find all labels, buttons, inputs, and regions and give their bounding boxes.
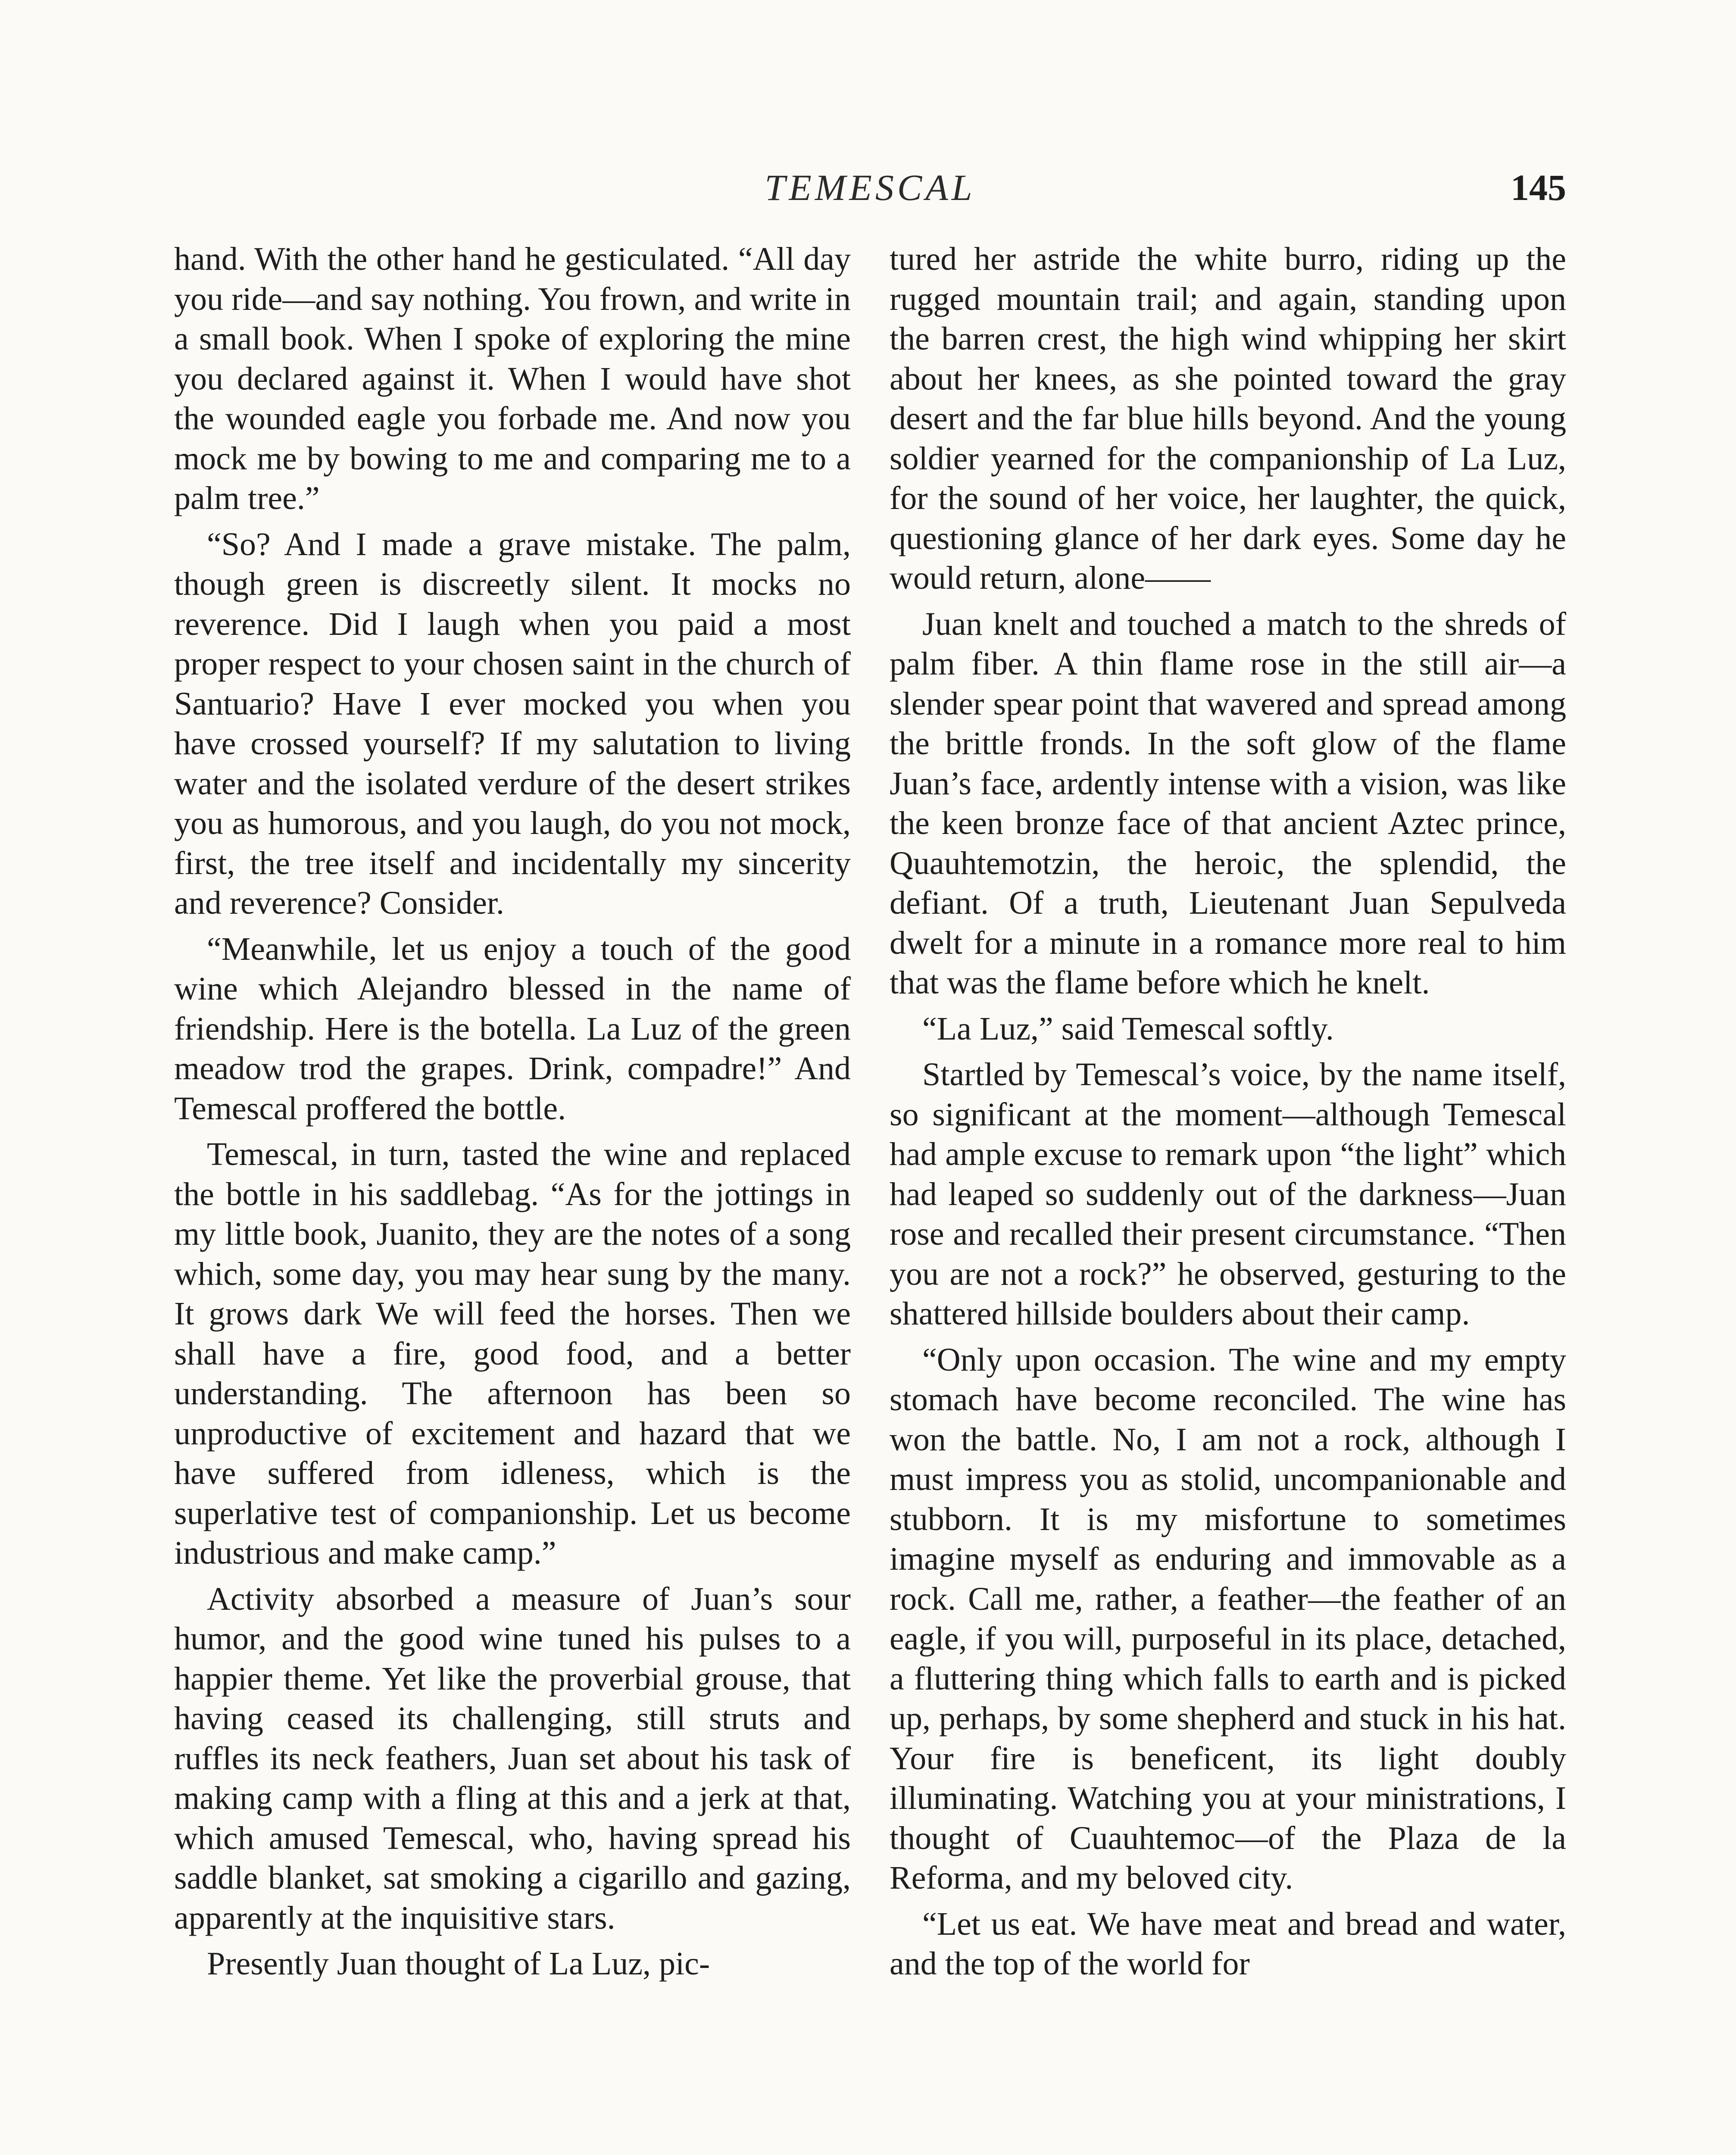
paragraph: “La Luz,” said Temescal softly.	[922, 1010, 1334, 1047]
paragraph: “Let us eat. We have meat and bread and water, and the top of the world for	[890, 1905, 1566, 1982]
paragraph: “So? And I made a grave mistake. The palm, though green is discreetly silent. It mocks no reverence. Did I laugh when you paid a most proper respect to your chosen saint in the church of Santuario? Have I ever mocked you when you have crossed yourself? If my salutation to living water and the isolated verdure of the desert strikes you as humorous, and you laugh, do you not mock, first, the tree itself and incidentally my sincerity and reverence? Consider.	[174, 526, 851, 921]
running-title: TEMESCAL	[765, 167, 976, 208]
paragraph: Juan knelt and touched a match to the shreds of palm fiber. A thin flame rose in the still air—a slender spear point that wavered and spread among the brittle fronds. In the soft glow of the flame Juan’s face, ardently intense with a vision, was like the keen bronze face of that ancient Aztec prince, Quauhtemotzin, the heroic, the splendid, the defiant. Of a truth, Lieutenant Juan Sepulveda dwelt for a minute in a romance more real to him that was the flame before which he knelt.	[890, 606, 1566, 1001]
paragraph: Activity absorbed a measure of Juan’s sour humor, and the good wine tuned his pulses to a happier theme. Yet like the proverbial grouse, that having ceased its challenging, still struts and ruffles its neck feathers, Juan set about his task of making camp with a fling at this and a jerk at that, which amused Temescal, who, having spread his saddle blanket, sat smoking a cigarillo and gazing, apparently at the inquisitive stars.	[174, 1580, 851, 1936]
paragraph: tured her astride the white burro, riding up the rugged mountain trail; and again, standing upon the barren crest, the high wind whipping her skirt about her knees, as she pointed toward the gray desert and the far blue hills beyond. And the young soldier yearned for the companionship of La Luz, for the sound of her voice, her laughter, the quick, questioning glance of her dark eyes. Some day he would return, alone——	[890, 241, 1566, 596]
paragraph: Temescal, in turn, tasted the wine and replaced the bottle in his saddlebag. “As for the jottings in my little book, Juanito, they are the notes of a song which, some day, you may hear sung by the many. It grows dark We will feed the horses. Then we shall have a fire, good food, and a better understanding. The afternoon has been so unproductive of excitement and hazard that we have suffered from idleness, which is the superlative test of companionship. Let us become industrious and make camp.”	[174, 1136, 851, 1571]
paragraph: Startled by Temescal’s voice, by the name itself, so significant at the moment—although Temescal had ample excuse to remark upon “the light” which had leaped so suddenly out of the darkness—Juan rose and recalled their present circumstance. “Then you are not a rock?” he observed, gesturing to the shattered hillside boulders about their camp.	[890, 1056, 1566, 1332]
right-column	[890, 239, 1566, 1990]
paragraph: hand. With the other hand he gesticulated. “All day you ride—and say nothing. You frown, and write in a small book. When I spoke of exploring the mine you declared against it. When I would have shot the wounded eagle you forbade me. And now you mock me by bowing to me and comparing me to a palm tree.”	[174, 241, 851, 516]
running-head	[174, 166, 1566, 213]
left-column	[174, 239, 851, 1990]
paragraph: “Meanwhile, let us enjoy a touch of the good wine which Alejandro blessed in the name of friendship. Here is the botella. La Luz of the green meadow trod the grapes. Drink, compadre!” And Temescal proffered the bottle.	[174, 931, 851, 1127]
paragraph: Presently Juan thought of La Luz, pic-	[207, 1946, 710, 1982]
paragraph: “Only upon occasion. The wine and my empty stomach have become reconciled. The wine has won the battle. No, I am not a rock, although I must impress you as stolid, uncompanionable and stubborn. It is my misfortune to sometimes imagine myself as enduring and immovable as a rock. Call me, rather, a feather—the feather of an eagle, if you will, purposeful in its place, detached, a fluttering thing which falls to earth and is picked up, perhaps, by some shepherd and stuck in his hat. Your fire is beneficent, its light doubly illuminating. Watching you at your ministrations, I thought of Cuauhtemoc—of the Plaza de la Reforma, and my beloved city.	[890, 1341, 1566, 1896]
page-number: 145	[1511, 167, 1566, 208]
